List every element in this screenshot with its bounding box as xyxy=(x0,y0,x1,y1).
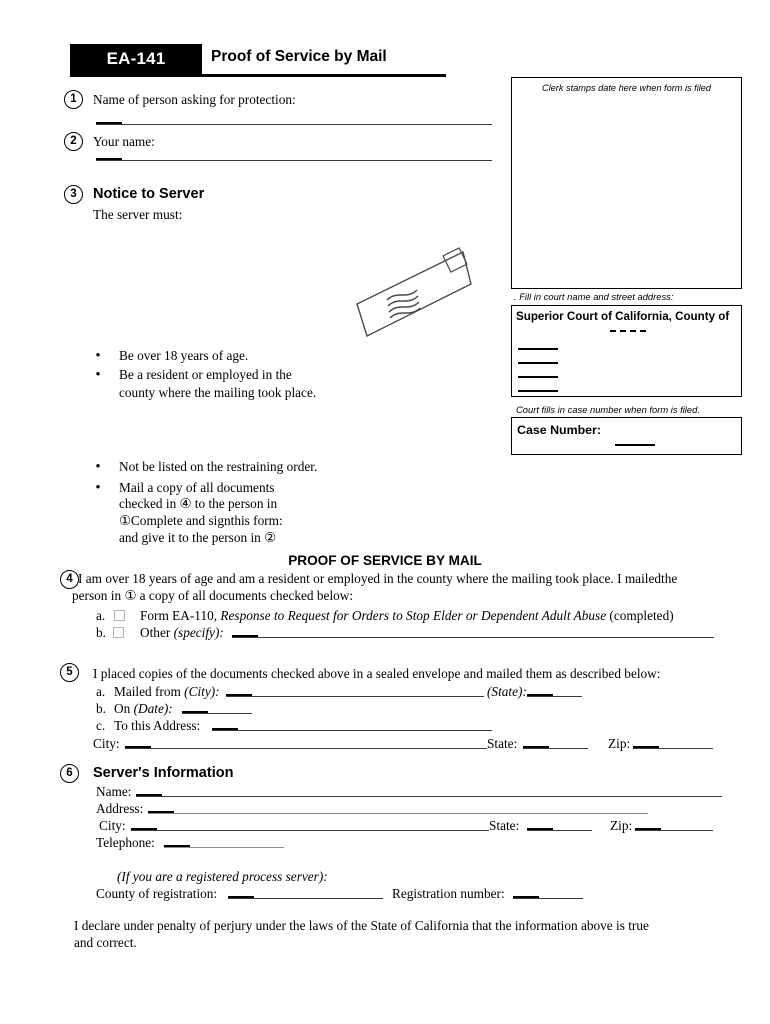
server-city-input[interactable] xyxy=(131,830,489,831)
item-4-line-2: person in ① a copy of all documents checked below: xyxy=(72,588,354,603)
item-number-6: 6 xyxy=(60,764,79,783)
item-number-2: 2 xyxy=(64,132,83,151)
bullet-dot-icon: • xyxy=(95,480,101,496)
form-title: Proof of Service by Mail xyxy=(211,48,387,65)
proof-of-service-heading: PROOF OF SERVICE BY MAIL xyxy=(288,553,482,568)
item-number-3: 3 xyxy=(64,185,83,204)
form-header xyxy=(70,44,446,76)
item-5-state-label: State: xyxy=(487,736,518,751)
server-state-label: State: xyxy=(489,818,520,833)
mailed-on-date-input[interactable] xyxy=(182,713,252,714)
bullet-dot-icon: • xyxy=(95,459,101,475)
item-5c-label: To this Address: xyxy=(114,718,201,733)
item-4a-letter: a. xyxy=(96,608,106,623)
bullet-text: Not be listed on the restraining order. xyxy=(119,459,318,474)
your-name-input[interactable] xyxy=(96,160,492,161)
mailed-to-address-input[interactable] xyxy=(212,730,492,731)
server-telephone-label: Telephone: xyxy=(96,835,155,850)
protected-person-name-input[interactable] xyxy=(96,124,492,125)
court-address-line-3[interactable] xyxy=(518,376,558,378)
item-number-4: 4 xyxy=(60,570,79,589)
item-5b-label xyxy=(114,701,173,717)
item-3-heading: Notice to Server xyxy=(93,186,205,202)
court-address-line-2[interactable] xyxy=(518,362,558,364)
server-name-label: Name: xyxy=(96,784,132,799)
item-1-label: Name of person asking for protection: xyxy=(93,92,296,107)
item-5-intro: I placed copies of the documents checked above in a sealed envelope and mailed them as described below: xyxy=(93,666,661,681)
item-5a-state-label: (State): xyxy=(487,684,527,699)
header-rule xyxy=(70,74,446,77)
server-telephone-input[interactable] xyxy=(164,847,284,848)
item-4a-text-italic: Response to Request for Orders to Stop Elder or Dependent Adult Abuse xyxy=(220,608,607,623)
item-2-label: Your name: xyxy=(93,134,155,149)
bullet-text: Mail a copy of all documents xyxy=(119,480,275,495)
item-number-5: 5 xyxy=(60,663,79,682)
server-address-input[interactable] xyxy=(148,813,648,814)
bullet-dot-icon: • xyxy=(95,348,101,364)
item-5c-letter: c. xyxy=(96,718,106,733)
item-4a-text xyxy=(140,608,674,624)
court-address-line-4[interactable] xyxy=(518,390,558,392)
envelope-illustration xyxy=(345,228,475,348)
declaration-line-1: I declare under penalty of perjury under the laws of the State of California that the information above is true xyxy=(74,918,649,933)
county-fill-dash xyxy=(610,330,646,332)
item-4-line-1: I am over 18 years of age and am a resident or employed in the county where the mailing took place. I mailedthe xyxy=(78,571,678,586)
item-5a-label-italic: (City): xyxy=(184,684,220,699)
form-code: EA-141 xyxy=(106,49,166,68)
court-name-label: Superior Court of California, County of xyxy=(516,310,730,323)
mailed-from-state-input[interactable] xyxy=(527,696,582,697)
item-5-zip-label: Zip: xyxy=(608,736,631,751)
server-address-label: Address: xyxy=(96,801,144,816)
case-number-fill-line xyxy=(615,444,655,446)
case-number-caption: Court fills in case number when form is filed. xyxy=(516,404,700,415)
envelope-icon xyxy=(345,228,475,348)
server-zip-input[interactable] xyxy=(635,830,713,831)
server-city-label: City: xyxy=(99,818,126,833)
clerk-stamp-caption: Clerk stamps date here when form is filed xyxy=(541,83,712,93)
item-5a-label xyxy=(114,684,220,700)
item-4b-text-part1: Other xyxy=(140,625,174,640)
bullet-text-continued: checked in ④ to the person in xyxy=(119,496,278,511)
declaration-line-2: and correct. xyxy=(74,935,137,950)
court-address-line-1[interactable] xyxy=(518,348,558,350)
item-4b-text-italic: (specify): xyxy=(173,625,224,640)
case-number-box xyxy=(511,417,742,455)
registration-number-input[interactable] xyxy=(513,898,583,899)
clerk-stamp-box xyxy=(511,77,742,289)
mailed-to-state-input[interactable] xyxy=(523,748,588,749)
registration-number-label: Registration number: xyxy=(392,886,505,901)
bullet-text-continued: county where the mailing took place. xyxy=(119,385,317,400)
court-name-box[interactable] xyxy=(511,305,742,397)
item-4b-text xyxy=(140,625,224,641)
server-zip-label: Zip: xyxy=(610,818,633,833)
item-5b-letter: b. xyxy=(96,701,106,716)
bullet-text: Be a resident or employed in the xyxy=(119,367,292,382)
item-5a-letter: a. xyxy=(96,684,106,699)
bullet-text-continued: and give it to the person in ② xyxy=(119,530,277,545)
item-5b-label-italic: (Date): xyxy=(133,701,173,716)
item-4a-text-part1: Form EA-110, xyxy=(140,608,221,623)
county-of-registration-input[interactable] xyxy=(228,898,383,899)
item-6-heading: Server's Information xyxy=(93,765,234,781)
item-5-city-label: City: xyxy=(93,736,120,751)
item-5a-label-part1: Mailed from xyxy=(114,684,185,699)
registered-server-note: (If you are a registered process server): xyxy=(117,869,328,884)
item-number-1: 1 xyxy=(64,90,83,109)
bullet-text-continued: ①Complete and signthis form: xyxy=(119,513,283,528)
server-state-input[interactable] xyxy=(527,830,592,831)
bullet-dot-icon: • xyxy=(95,367,101,383)
checkbox-form-ea110[interactable] xyxy=(114,610,125,621)
item-4b-letter: b. xyxy=(96,625,106,640)
court-name-caption: . Fill in court name and street address: xyxy=(514,291,674,302)
other-specify-input[interactable] xyxy=(232,637,714,638)
server-name-input[interactable] xyxy=(136,796,722,797)
item-4a-text-part2: (completed) xyxy=(606,608,674,623)
item-5b-label-part1: On xyxy=(114,701,134,716)
mailed-to-zip-input[interactable] xyxy=(633,748,713,749)
checkbox-other[interactable] xyxy=(113,627,124,638)
case-number-label: Case Number: xyxy=(517,423,602,437)
mailed-from-city-input[interactable] xyxy=(226,696,484,697)
mailed-to-city-input[interactable] xyxy=(125,748,487,749)
bullet-text: Be over 18 years of age. xyxy=(119,348,249,363)
county-of-registration-label: County of registration: xyxy=(96,886,218,901)
item-3-subtext: The server must: xyxy=(93,207,183,222)
